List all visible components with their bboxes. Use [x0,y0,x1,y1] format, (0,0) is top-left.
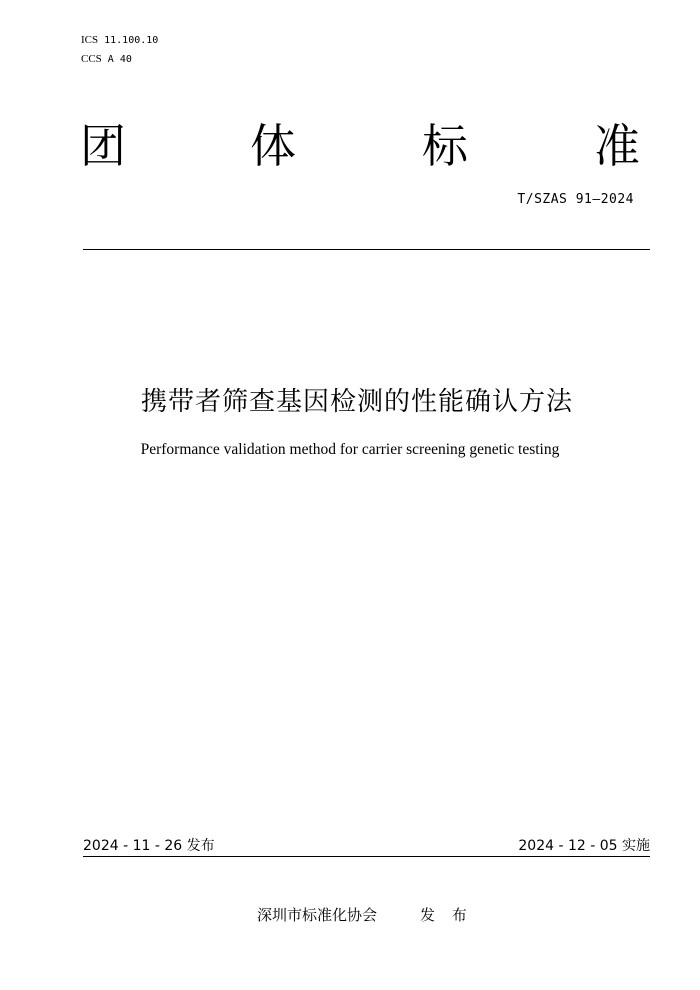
group-standard-char-2: 体 [250,119,296,173]
group-standard-char-1: 团 [80,119,126,173]
publish-label: 发 布 [420,906,473,924]
group-standard-char-4: 准 [594,119,640,173]
ccs-value: A 40 [107,54,132,65]
implementation-date: 2024 - 12 - 05 实施 [518,838,650,854]
ics-value: 11.100.10 [104,35,159,46]
bottom-divider [83,856,650,857]
group-standard-char-3: 标 [422,119,468,173]
ics-label: ICS [81,34,99,46]
standard-number: T/SZAS 91—2024 [517,192,634,207]
document-title-cn: 携带者筛查基因检测的性能确认方法 [140,387,573,417]
issue-date: 2024 - 11 - 26 发布 [83,838,215,854]
ics-code [81,34,158,46]
ccs-code [81,53,132,65]
top-divider [83,249,650,250]
publisher-name: 深圳市标准化协会 [257,906,378,924]
ccs-label: CCS [81,53,102,65]
document-title-en: Performance validation method for carrier screening genetic testing [140,441,560,458]
